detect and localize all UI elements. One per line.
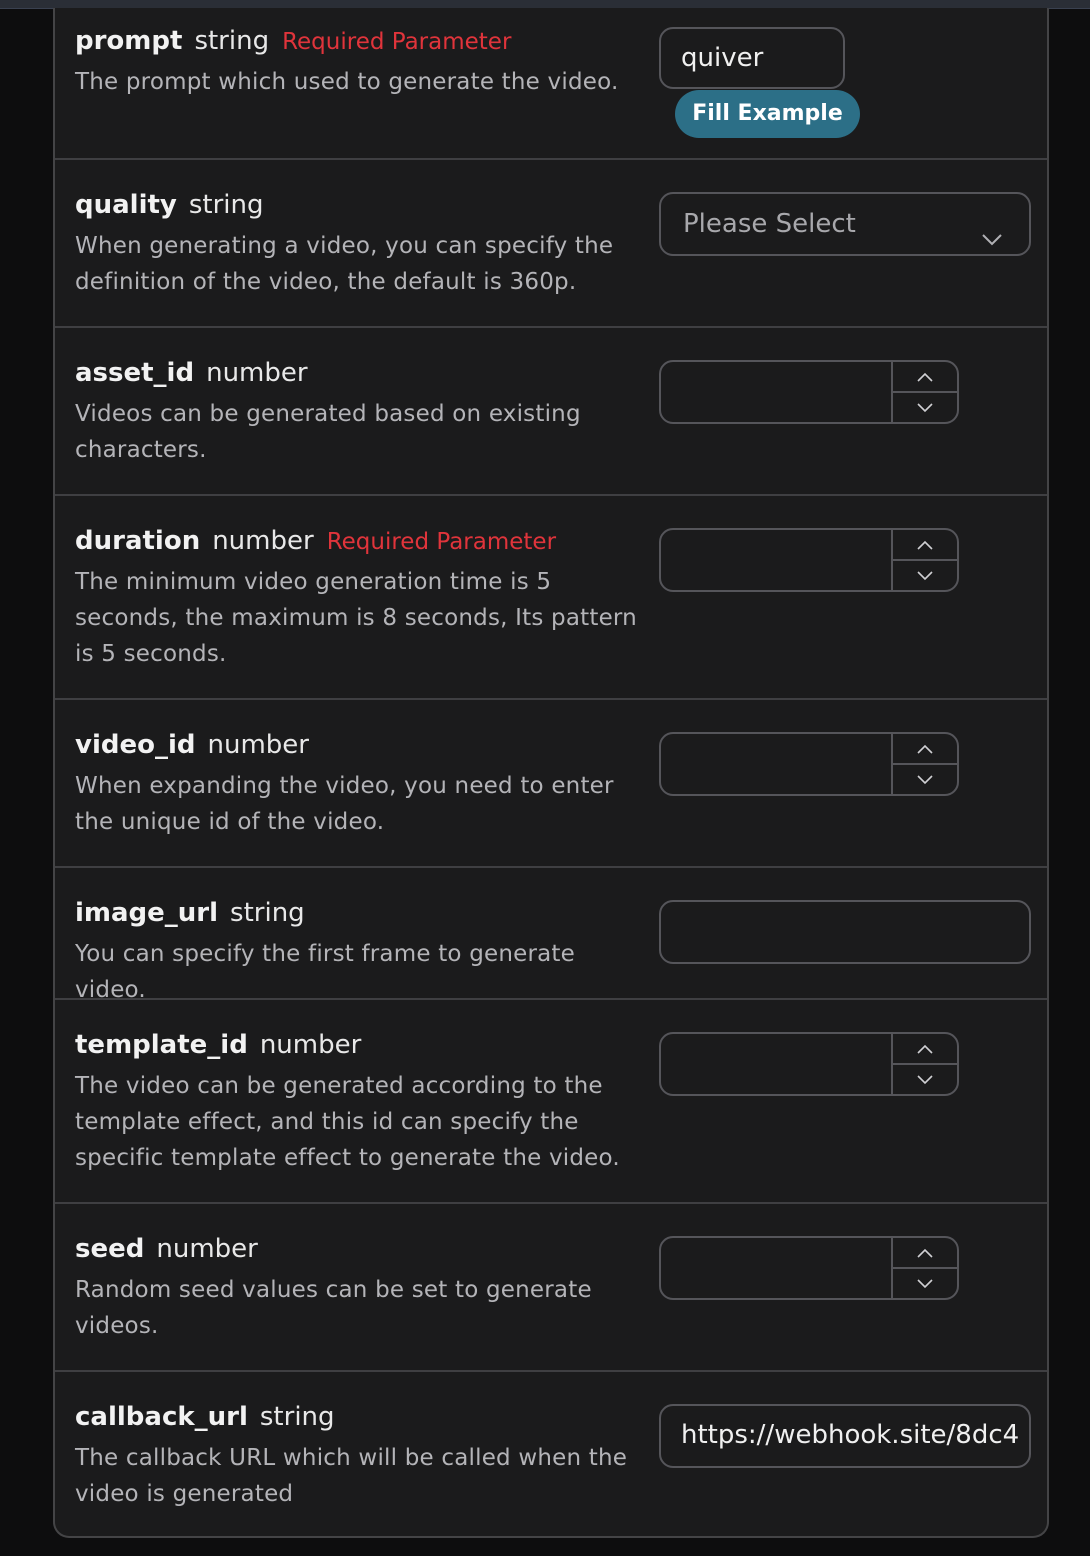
param-row-prompt xyxy=(55,8,1047,160)
param-header xyxy=(75,190,645,220)
seed-number-input[interactable] xyxy=(659,1236,959,1300)
increment-button[interactable] xyxy=(893,530,957,561)
param-description: The prompt which used to generate the video. xyxy=(75,69,619,95)
decrement-button[interactable] xyxy=(893,561,957,590)
spinner xyxy=(891,362,957,422)
param-description: The minimum video generation time is 5 seconds, the maximum is 8 seconds, Its pattern is 5 seconds. xyxy=(75,569,637,667)
prompt-input[interactable]: quiver xyxy=(659,27,845,89)
decrement-button[interactable] xyxy=(893,1269,957,1298)
param-row-image-url xyxy=(55,868,1047,1003)
param-header xyxy=(75,1402,645,1432)
param-row-quality xyxy=(55,160,1047,328)
param-header xyxy=(75,526,645,556)
increment-button[interactable] xyxy=(893,734,957,765)
param-header xyxy=(75,730,645,760)
param-description: When expanding the video, you need to enter the unique id of the video. xyxy=(75,773,614,835)
param-row-video-id xyxy=(55,700,1047,868)
param-row-template-id xyxy=(55,1000,1047,1204)
param-type: number xyxy=(207,730,309,760)
param-description: You can specify the first frame to generate video. xyxy=(75,941,575,1003)
chevron-up-icon xyxy=(917,744,933,754)
chevron-up-icon xyxy=(917,540,933,550)
param-type: number xyxy=(259,1030,362,1060)
param-type: string xyxy=(230,898,305,928)
param-name: image_url xyxy=(75,898,219,928)
chevron-down-icon xyxy=(917,403,933,413)
spinner xyxy=(891,1238,957,1298)
param-name: template_id xyxy=(75,1030,248,1060)
param-type: string xyxy=(194,26,270,56)
chevron-down-icon xyxy=(917,571,933,581)
param-name: seed xyxy=(75,1234,145,1264)
param-type: number xyxy=(206,358,308,388)
param-type: number xyxy=(156,1234,258,1264)
param-header xyxy=(75,898,645,928)
chevron-down-icon xyxy=(917,1279,933,1289)
quality-select[interactable] xyxy=(659,192,1031,256)
param-header xyxy=(75,358,645,388)
decrement-button[interactable] xyxy=(893,765,957,794)
fill-example-button[interactable]: Fill Example xyxy=(675,90,860,138)
param-row-callback-url xyxy=(55,1372,1047,1538)
chevron-up-icon xyxy=(917,1044,933,1054)
param-row-asset-id xyxy=(55,328,1047,496)
param-name: callback_url xyxy=(75,1402,248,1432)
chevron-down-icon xyxy=(981,212,1003,272)
video-id-number-input[interactable] xyxy=(659,732,959,796)
param-name: video_id xyxy=(75,730,196,760)
select-value: Please Select xyxy=(683,209,856,239)
increment-button[interactable] xyxy=(893,362,957,393)
required-badge: Required Parameter xyxy=(326,529,557,555)
param-description: Random seed values can be set to generate videos. xyxy=(75,1277,592,1339)
spinner xyxy=(891,734,957,794)
param-header xyxy=(75,1234,645,1264)
increment-button[interactable] xyxy=(893,1034,957,1065)
parameters-panel xyxy=(53,8,1049,1538)
param-type: number xyxy=(212,526,314,556)
callback-url-input[interactable]: https://webhook.site/8dc4 xyxy=(659,1404,1031,1468)
chevron-down-icon xyxy=(917,1075,933,1085)
param-name: quality xyxy=(75,190,177,220)
spinner xyxy=(891,1034,957,1094)
param-description: The callback URL which will be called when the video is generated xyxy=(75,1445,628,1507)
param-name: duration xyxy=(75,526,201,556)
template-id-number-input[interactable] xyxy=(659,1032,959,1096)
decrement-button[interactable] xyxy=(893,393,957,422)
asset-id-number-input[interactable] xyxy=(659,360,959,424)
chevron-up-icon xyxy=(917,1248,933,1258)
param-header xyxy=(75,1030,645,1060)
param-name: asset_id xyxy=(75,358,195,388)
duration-number-input[interactable] xyxy=(659,528,959,592)
required-badge: Required Parameter xyxy=(282,29,512,55)
chevron-up-icon xyxy=(917,372,933,382)
param-row-duration xyxy=(55,496,1047,700)
param-description: When generating a video, you can specify the definition of the video, the default is 360p. xyxy=(75,233,614,295)
param-row-seed xyxy=(55,1204,1047,1372)
param-type: string xyxy=(188,190,264,220)
decrement-button[interactable] xyxy=(893,1065,957,1094)
param-type: string xyxy=(259,1402,335,1432)
param-description: The video can be generated according to the template effect, and this id can specify the specific template effect to generate the video. xyxy=(75,1073,620,1171)
increment-button[interactable] xyxy=(893,1238,957,1269)
spinner xyxy=(891,530,957,590)
chevron-down-icon xyxy=(917,775,933,785)
image-url-input[interactable] xyxy=(659,900,1031,964)
param-description: Videos can be generated based on existing characters. xyxy=(75,401,581,463)
param-header xyxy=(75,26,645,56)
param-name: prompt xyxy=(75,26,183,56)
